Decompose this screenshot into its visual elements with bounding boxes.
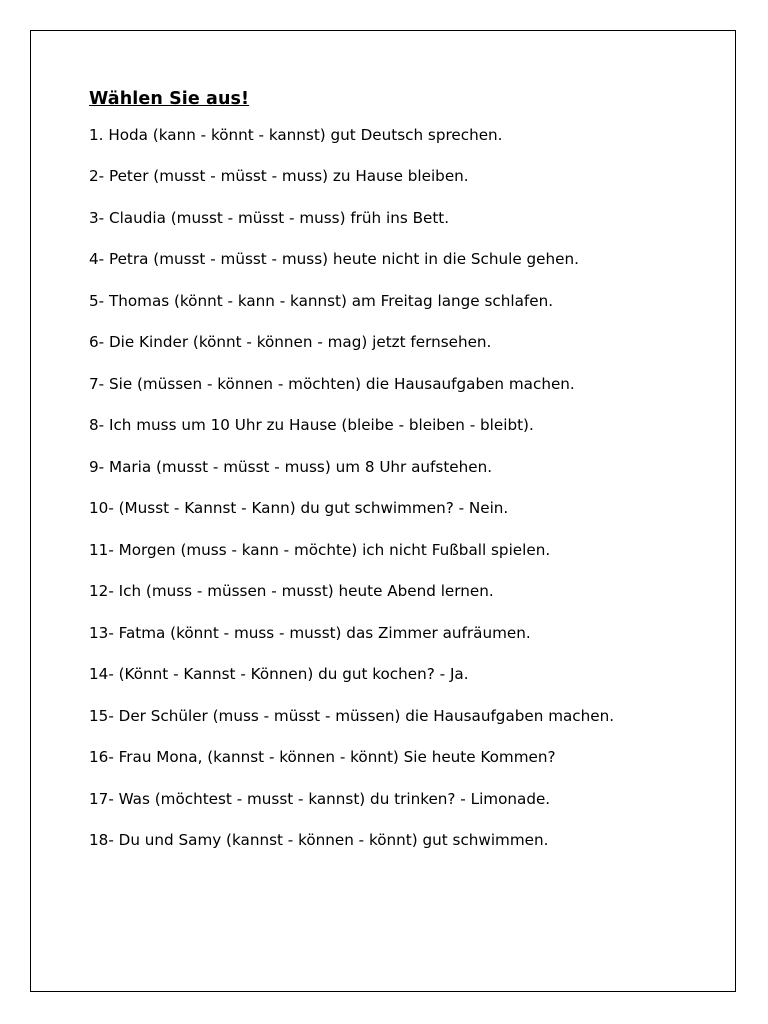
exercise-item: 1. Hoda (kann - könnt - kannst) gut Deutsch sprechen. <box>89 126 503 144</box>
exercise-item: 15- Der Schüler (muss - müsst - müssen) die Hausaufgaben machen. <box>89 706 615 725</box>
exercise-item: 16- Frau Mona, (kannst - können - könnt) Sie heute Kommen? <box>89 748 556 767</box>
exercise-item: 9- Maria (musst - müsst - muss) um 8 Uhr aufstehen. <box>89 457 493 476</box>
page-title: Wählen Sie aus! <box>89 89 250 109</box>
exercise-item: 2- Peter (musst - müsst - muss) zu Hause bleiben. <box>89 167 469 186</box>
exercise-item: 17- Was (möchtest - musst - kannst) du trinken? - Limonade. <box>89 789 551 808</box>
exercise-item: 3- Claudia (musst - müsst - muss) früh ins Bett. <box>89 208 450 227</box>
exercise-item: 13- Fatma (könnt - muss - musst) das Zimmer aufräumen. <box>89 623 531 642</box>
exercise-item: 10- (Musst - Kannst - Kann) du gut schwimmen? - Nein. <box>89 499 509 518</box>
exercise-item: 6- Die Kinder (könnt - können - mag) jetzt fernsehen. <box>89 333 492 352</box>
exercise-item: 7- Sie (müssen - können - möchten) die Hausaufgaben machen. <box>89 374 575 393</box>
exercise-item: 12- Ich (muss - müssen - musst) heute Abend lernen. <box>89 582 494 601</box>
exercise-item: 8- Ich muss um 10 Uhr zu Hause (bleibe - bleiben - bleibt). <box>89 416 534 435</box>
exercise-item: 14- (Könnt - Kannst - Können) du gut kochen? - Ja. <box>89 665 469 684</box>
document-page <box>30 30 736 992</box>
exercise-item: 11- Morgen (muss - kann - möchte) ich nicht Fußball spielen. <box>89 540 551 559</box>
document-content <box>89 89 695 851</box>
exercise-item: 18- Du und Samy (kannst - können - könnt) gut schwimmen. <box>89 830 549 849</box>
exercise-item: 4- Petra (musst - müsst - muss) heute nicht in die Schule gehen. <box>89 250 579 269</box>
exercise-item: 5- Thomas (könnt - kann - kannst) am Freitag lange schlafen. <box>89 291 554 310</box>
